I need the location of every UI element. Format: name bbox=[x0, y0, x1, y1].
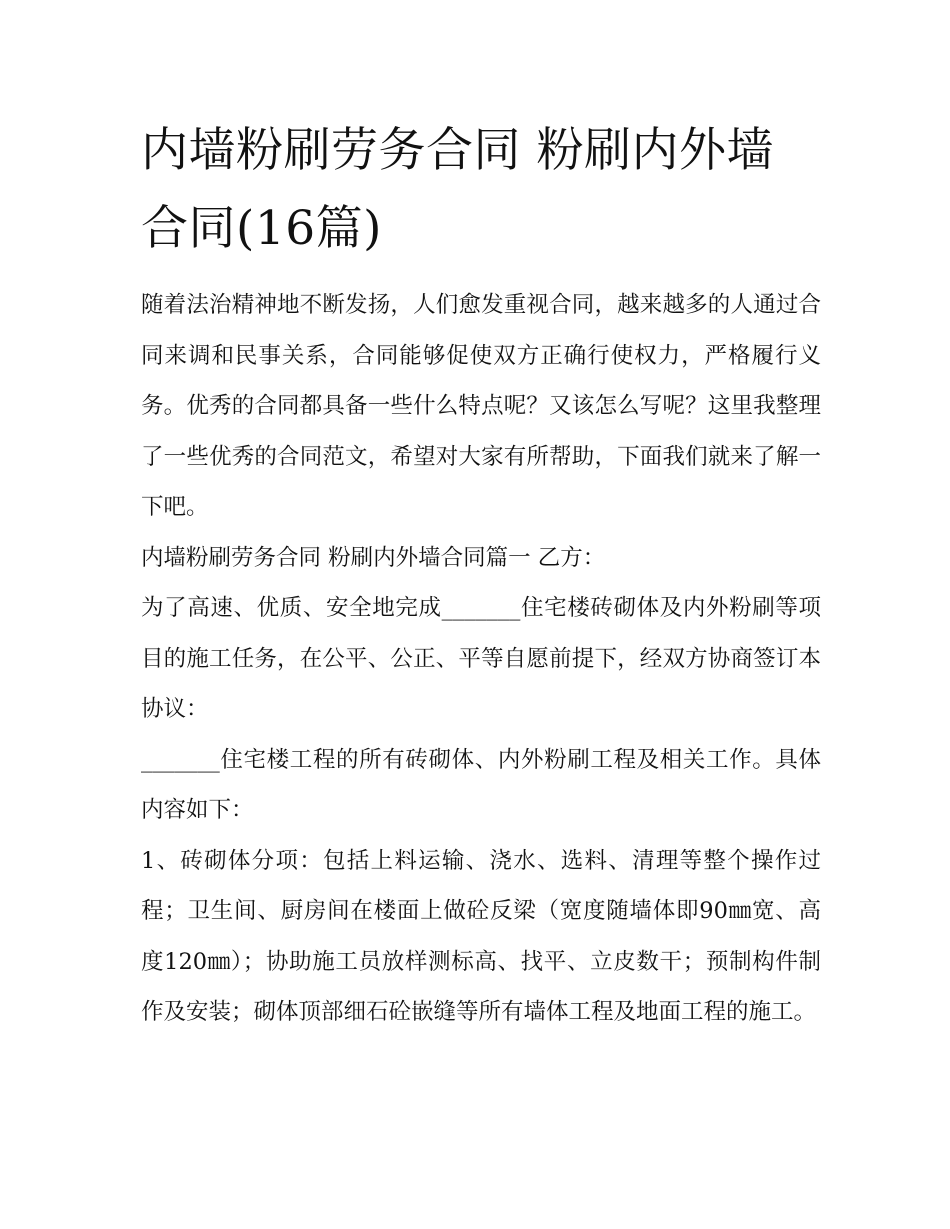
document-title: 内墙粉刷劳务合同 粉刷内外墙合同(16篇) bbox=[141, 123, 774, 256]
section-heading: 内墙粉刷劳务合同 粉刷内外墙合同篇一 乙方： bbox=[141, 544, 606, 571]
masonry-clause-paragraph: 1、砖砌体分项：包括上料运输、浇水、选料、清理等整个操作过程；卫生间、厨房间在楼面上做砼反梁（宽度随墙体即90㎜宽、高度120㎜）；协助施工员放样测标高、找平、立皮数干；预制构件制作及安装；砌体顶部细石砼嵌缝等所有墙体工程及地面工程的施工。 bbox=[141, 847, 821, 1025]
scope-paragraph: _______住宅楼工程的所有砖砌体、内外粉刷工程及相关工作。具体内容如下： bbox=[141, 746, 821, 823]
document-page bbox=[141, 112, 821, 1038]
purpose-paragraph: 为了高速、优质、安全地完成_______住宅楼砖砌体及内外粉刷等项目的施工任务，在公平、公正、平等自愿前提下，经双方协商签订本协议： bbox=[141, 595, 821, 722]
intro-paragraph: 随着法治精神地不断发扬，人们愈发重视合同，越来越多的人通过合同来调和民事关系，合同能够促使双方正确行使权力，严格履行义务。优秀的合同都具备一些什么特点呢？又该怎么写呢？这里我整理了一些优秀的合同范文，希望对大家有所帮助，下面我们就来了解一下吧。 bbox=[141, 292, 821, 520]
